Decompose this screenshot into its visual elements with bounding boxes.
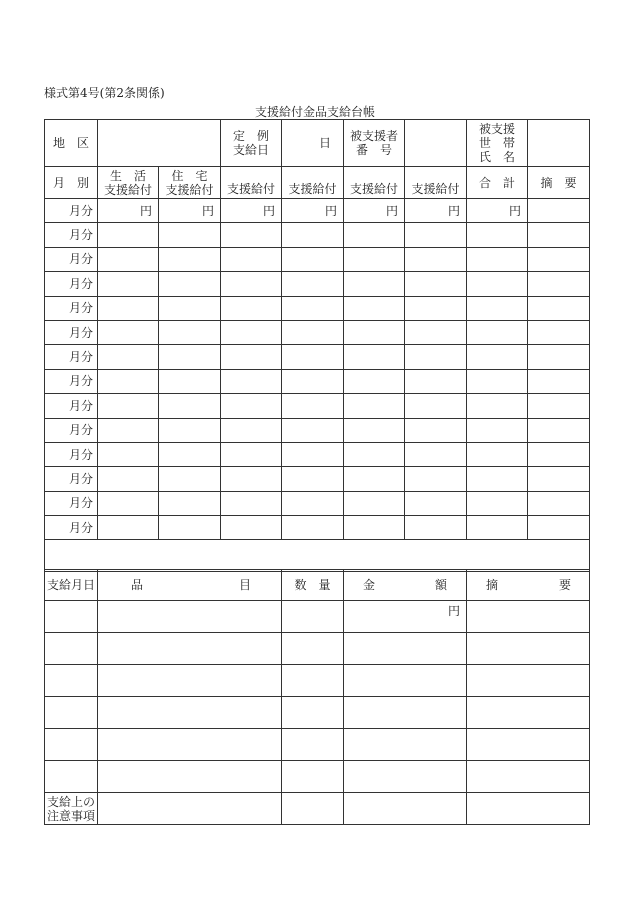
- amount-cell[interactable]: [159, 394, 221, 418]
- month-cell[interactable]: 月分: [45, 418, 98, 442]
- in-kind-items-table: [44, 569, 590, 825]
- amount-cell[interactable]: [221, 247, 282, 271]
- amount-cell[interactable]: [221, 345, 282, 369]
- total-cell[interactable]: [467, 296, 528, 320]
- day-field[interactable]: [282, 120, 344, 167]
- amount-cell[interactable]: [344, 665, 467, 697]
- amount-cell[interactable]: [405, 272, 467, 296]
- amount-cell[interactable]: [221, 394, 282, 418]
- amount-cell[interactable]: [98, 369, 159, 393]
- month-cell[interactable]: 月分: [45, 394, 98, 418]
- amount-cell[interactable]: [282, 491, 344, 515]
- amount-cell[interactable]: [405, 467, 467, 491]
- month-cell[interactable]: 月分: [45, 247, 98, 271]
- amount-cell[interactable]: [344, 320, 405, 344]
- item-row: [45, 697, 590, 729]
- amount-cell[interactable]: [282, 296, 344, 320]
- total-cell[interactable]: [467, 418, 528, 442]
- total-cell[interactable]: [467, 223, 528, 247]
- amount-cell[interactable]: [282, 223, 344, 247]
- total-cell[interactable]: [467, 272, 528, 296]
- month-cell[interactable]: 月分: [45, 223, 98, 247]
- support-column-header-4: 支援給付: [405, 167, 467, 199]
- amount-cell[interactable]: 円: [344, 601, 467, 633]
- amount-cell[interactable]: [159, 247, 221, 271]
- amount-cell[interactable]: [98, 320, 159, 344]
- amount-cell[interactable]: [282, 467, 344, 491]
- support-column-header-2: 支援給付: [282, 167, 344, 199]
- total-cell[interactable]: [467, 442, 528, 466]
- form-title: 支援給付金品支給台帳: [254, 105, 375, 119]
- month-row: [45, 296, 590, 320]
- regular-date-label: [221, 120, 282, 167]
- items-remarks-header-right: 要: [559, 578, 572, 592]
- total-cell[interactable]: [467, 369, 528, 393]
- amount-cell[interactable]: [405, 491, 467, 515]
- amount-cell[interactable]: [221, 516, 282, 540]
- support-column-header-3: 支援給付: [344, 167, 405, 199]
- items-remarks-cell[interactable]: [467, 601, 590, 633]
- total-cell[interactable]: [467, 491, 528, 515]
- supply-date-cell[interactable]: [45, 633, 98, 665]
- month-cell[interactable]: 月分: [45, 199, 98, 223]
- amount-cell[interactable]: [98, 296, 159, 320]
- amount-cell[interactable]: [282, 394, 344, 418]
- amount-cell[interactable]: [159, 345, 221, 369]
- amount-cell[interactable]: [282, 247, 344, 271]
- recipient-number-label-line1: 被支援者: [349, 129, 398, 143]
- household-name-label-line1: 被支援: [478, 122, 515, 136]
- notes-item-field[interactable]: [98, 793, 282, 825]
- month-row: [45, 247, 590, 271]
- remarks-cell[interactable]: [528, 394, 590, 418]
- amount-cell[interactable]: [282, 369, 344, 393]
- amount-cell[interactable]: [159, 296, 221, 320]
- item-name-cell[interactable]: [98, 601, 282, 633]
- amount-cell[interactable]: [344, 761, 467, 793]
- amount-cell[interactable]: 円: [282, 199, 344, 223]
- total-column-header: 合 計: [467, 167, 528, 199]
- amount-cell[interactable]: [344, 369, 405, 393]
- items-remarks-cell[interactable]: [467, 729, 590, 761]
- remarks-cell[interactable]: [528, 491, 590, 515]
- household-name-label-line2: 世 帯: [478, 136, 515, 150]
- notes-remarks-field[interactable]: [467, 793, 590, 825]
- header-row-area: [45, 120, 590, 167]
- amount-cell[interactable]: [98, 418, 159, 442]
- amount-cell[interactable]: [98, 223, 159, 247]
- supply-date-cell[interactable]: [45, 665, 98, 697]
- month-cell[interactable]: 月分: [45, 369, 98, 393]
- month-row: [45, 418, 590, 442]
- item-name-cell[interactable]: [98, 697, 282, 729]
- quantity-cell[interactable]: [282, 601, 344, 633]
- amount-cell[interactable]: [282, 272, 344, 296]
- support-column-header-1: 支援給付: [221, 167, 282, 199]
- amount-cell[interactable]: [98, 491, 159, 515]
- month-cell[interactable]: 月分: [45, 491, 98, 515]
- housing-support-header-line2: 支援給付: [165, 182, 214, 197]
- notes-label-line2: 注意事項: [46, 808, 95, 823]
- area-label: 地 区: [45, 120, 98, 167]
- total-cell[interactable]: [467, 394, 528, 418]
- month-cell[interactable]: 月分: [45, 442, 98, 466]
- notes-amount-field[interactable]: [344, 793, 467, 825]
- supply-date-header: 支給月日: [45, 570, 98, 601]
- remarks-cell[interactable]: [528, 442, 590, 466]
- item-name-cell[interactable]: [98, 633, 282, 665]
- amount-cell[interactable]: [344, 491, 405, 515]
- month-row: [45, 491, 590, 515]
- amount-cell[interactable]: [159, 272, 221, 296]
- item-name-cell[interactable]: [98, 761, 282, 793]
- amount-cell[interactable]: [344, 345, 405, 369]
- amount-cell[interactable]: [98, 442, 159, 466]
- amount-cell[interactable]: [405, 369, 467, 393]
- amount-cell[interactable]: [159, 516, 221, 540]
- month-row: [45, 467, 590, 491]
- remarks-column-header: 摘 要: [528, 167, 590, 199]
- area-field[interactable]: [98, 120, 221, 167]
- amount-cell[interactable]: [344, 296, 405, 320]
- month-row: [45, 272, 590, 296]
- amount-cell[interactable]: [344, 697, 467, 729]
- quantity-cell[interactable]: [282, 665, 344, 697]
- supply-date-cell[interactable]: [45, 697, 98, 729]
- month-cell[interactable]: 月分: [45, 272, 98, 296]
- items-remarks-cell[interactable]: [467, 697, 590, 729]
- amount-cell[interactable]: 円: [221, 199, 282, 223]
- notes-quantity-field[interactable]: [282, 793, 344, 825]
- remarks-cell[interactable]: [528, 516, 590, 540]
- household-name-label-line3: 氏 名: [478, 150, 515, 164]
- remarks-cell[interactable]: [528, 369, 590, 393]
- amount-cell[interactable]: [159, 467, 221, 491]
- amount-cell[interactable]: [405, 418, 467, 442]
- month-row: [45, 345, 590, 369]
- quantity-cell[interactable]: [282, 761, 344, 793]
- amount-cell[interactable]: [159, 442, 221, 466]
- amount-cell[interactable]: [344, 247, 405, 271]
- remarks-cell[interactable]: [528, 199, 590, 223]
- amount-cell[interactable]: [344, 467, 405, 491]
- amount-cell[interactable]: [344, 729, 467, 761]
- amount-cell[interactable]: [221, 272, 282, 296]
- regular-date-label-line2: 支給日: [232, 143, 269, 157]
- month-cell[interactable]: 月分: [45, 320, 98, 344]
- amount-cell[interactable]: [98, 467, 159, 491]
- amount-cell[interactable]: [221, 223, 282, 247]
- amount-cell[interactable]: 円: [405, 199, 467, 223]
- recipient-number-label: [344, 120, 405, 167]
- quantity-cell[interactable]: [282, 729, 344, 761]
- item-name-cell[interactable]: [98, 729, 282, 761]
- items-remarks-cell[interactable]: [467, 633, 590, 665]
- month-row: [45, 199, 590, 223]
- amount-cell[interactable]: [282, 442, 344, 466]
- amount-cell[interactable]: [405, 442, 467, 466]
- month-row: [45, 369, 590, 393]
- item-name-header: [98, 570, 282, 601]
- day-label: 日: [318, 136, 331, 150]
- living-support-header-line1: 生 活: [109, 168, 146, 183]
- item-row: [45, 761, 590, 793]
- amount-cell[interactable]: [344, 442, 405, 466]
- total-cell[interactable]: [467, 467, 528, 491]
- amount-header-right: 額: [435, 578, 448, 592]
- amount-cell[interactable]: [159, 223, 221, 247]
- month-column-header: 月 別: [45, 167, 98, 199]
- month-cell[interactable]: 月分: [45, 467, 98, 491]
- items-remarks-cell[interactable]: [467, 761, 590, 793]
- amount-cell[interactable]: [98, 394, 159, 418]
- total-cell[interactable]: [467, 345, 528, 369]
- month-row: [45, 394, 590, 418]
- month-row: [45, 320, 590, 344]
- total-cell[interactable]: [467, 247, 528, 271]
- household-name-label: [467, 120, 528, 167]
- month-cell[interactable]: 月分: [45, 296, 98, 320]
- amount-cell[interactable]: [98, 345, 159, 369]
- supply-date-cell[interactable]: [45, 761, 98, 793]
- amount-cell[interactable]: [221, 418, 282, 442]
- items-remarks-cell[interactable]: [467, 665, 590, 697]
- blank-separator-cell: [45, 540, 590, 572]
- supply-date-cell[interactable]: [45, 601, 98, 633]
- total-cell[interactable]: [467, 320, 528, 344]
- housing-support-header: [159, 167, 221, 199]
- item-row: [45, 633, 590, 665]
- items-remarks-header: [467, 570, 590, 601]
- amount-cell[interactable]: [159, 491, 221, 515]
- amount-cell[interactable]: [405, 223, 467, 247]
- amount-cell[interactable]: [405, 516, 467, 540]
- supply-date-cell[interactable]: [45, 729, 98, 761]
- quantity-cell[interactable]: [282, 697, 344, 729]
- item-header-left: 品: [131, 578, 144, 592]
- housing-support-header-line1: 住 宅: [171, 168, 208, 183]
- month-cell[interactable]: 月分: [45, 516, 98, 540]
- amount-cell[interactable]: [344, 633, 467, 665]
- remarks-cell[interactable]: [528, 296, 590, 320]
- month-row: [45, 223, 590, 247]
- amount-cell[interactable]: [282, 345, 344, 369]
- amount-cell[interactable]: 円: [344, 199, 405, 223]
- amount-cell[interactable]: [221, 442, 282, 466]
- amount-cell[interactable]: [282, 320, 344, 344]
- month-row: [45, 516, 590, 540]
- quantity-cell[interactable]: [282, 633, 344, 665]
- amount-header: [344, 570, 467, 601]
- item-header-right: 目: [239, 578, 252, 592]
- amount-cell[interactable]: [221, 296, 282, 320]
- amount-cell[interactable]: [344, 394, 405, 418]
- amount-cell[interactable]: [221, 369, 282, 393]
- amount-cell[interactable]: [221, 491, 282, 515]
- living-support-header: [98, 167, 159, 199]
- item-rows: [45, 601, 590, 793]
- blank-separator-row: [45, 540, 590, 572]
- amount-cell[interactable]: [221, 467, 282, 491]
- amount-cell[interactable]: [405, 345, 467, 369]
- items-header-row: [45, 570, 590, 601]
- amount-cell[interactable]: 円: [159, 199, 221, 223]
- amount-cell[interactable]: [221, 320, 282, 344]
- amount-cell[interactable]: [98, 272, 159, 296]
- item-row: [45, 729, 590, 761]
- total-cell[interactable]: 円: [467, 199, 528, 223]
- amount-cell[interactable]: [344, 516, 405, 540]
- monthly-payment-table: [44, 119, 590, 572]
- notes-label: [45, 793, 98, 825]
- amount-header-left: 金: [363, 578, 376, 592]
- amount-cell[interactable]: [282, 516, 344, 540]
- living-support-header-line2: 支援給付: [103, 182, 152, 197]
- remarks-cell[interactable]: [528, 467, 590, 491]
- remarks-cell[interactable]: [528, 272, 590, 296]
- items-remarks-header-left: 摘: [486, 578, 499, 592]
- item-row: [45, 601, 590, 633]
- amount-cell[interactable]: [159, 320, 221, 344]
- amount-cell[interactable]: [405, 247, 467, 271]
- amount-cell[interactable]: [344, 223, 405, 247]
- regular-date-label-line1: 定 例: [232, 129, 269, 143]
- remarks-cell[interactable]: [528, 418, 590, 442]
- remarks-cell[interactable]: [528, 223, 590, 247]
- month-rows: [45, 199, 590, 540]
- amount-cell[interactable]: [405, 320, 467, 344]
- amount-cell[interactable]: [405, 296, 467, 320]
- form-number-label: 様式第4号(第2条関係): [44, 86, 165, 100]
- household-name-field[interactable]: [528, 120, 590, 167]
- amount-cell[interactable]: [282, 418, 344, 442]
- amount-cell[interactable]: [344, 418, 405, 442]
- recipient-number-label-line2: 番 号: [355, 143, 392, 157]
- month-row: [45, 442, 590, 466]
- total-cell[interactable]: [467, 516, 528, 540]
- amount-cell[interactable]: 円: [98, 199, 159, 223]
- column-header-row: [45, 167, 590, 199]
- remarks-cell[interactable]: [528, 320, 590, 344]
- remarks-cell[interactable]: [528, 345, 590, 369]
- amount-cell[interactable]: [344, 272, 405, 296]
- item-row: [45, 665, 590, 697]
- month-cell[interactable]: 月分: [45, 345, 98, 369]
- amount-cell[interactable]: [405, 394, 467, 418]
- amount-cell[interactable]: [98, 247, 159, 271]
- recipient-number-field[interactable]: [405, 120, 467, 167]
- amount-cell[interactable]: [159, 418, 221, 442]
- notes-label-line1: 支給上の: [46, 794, 95, 809]
- notes-row: [45, 793, 590, 825]
- remarks-cell[interactable]: [528, 247, 590, 271]
- amount-cell[interactable]: [98, 516, 159, 540]
- quantity-header: 数 量: [282, 570, 344, 601]
- item-name-cell[interactable]: [98, 665, 282, 697]
- amount-cell[interactable]: [159, 369, 221, 393]
